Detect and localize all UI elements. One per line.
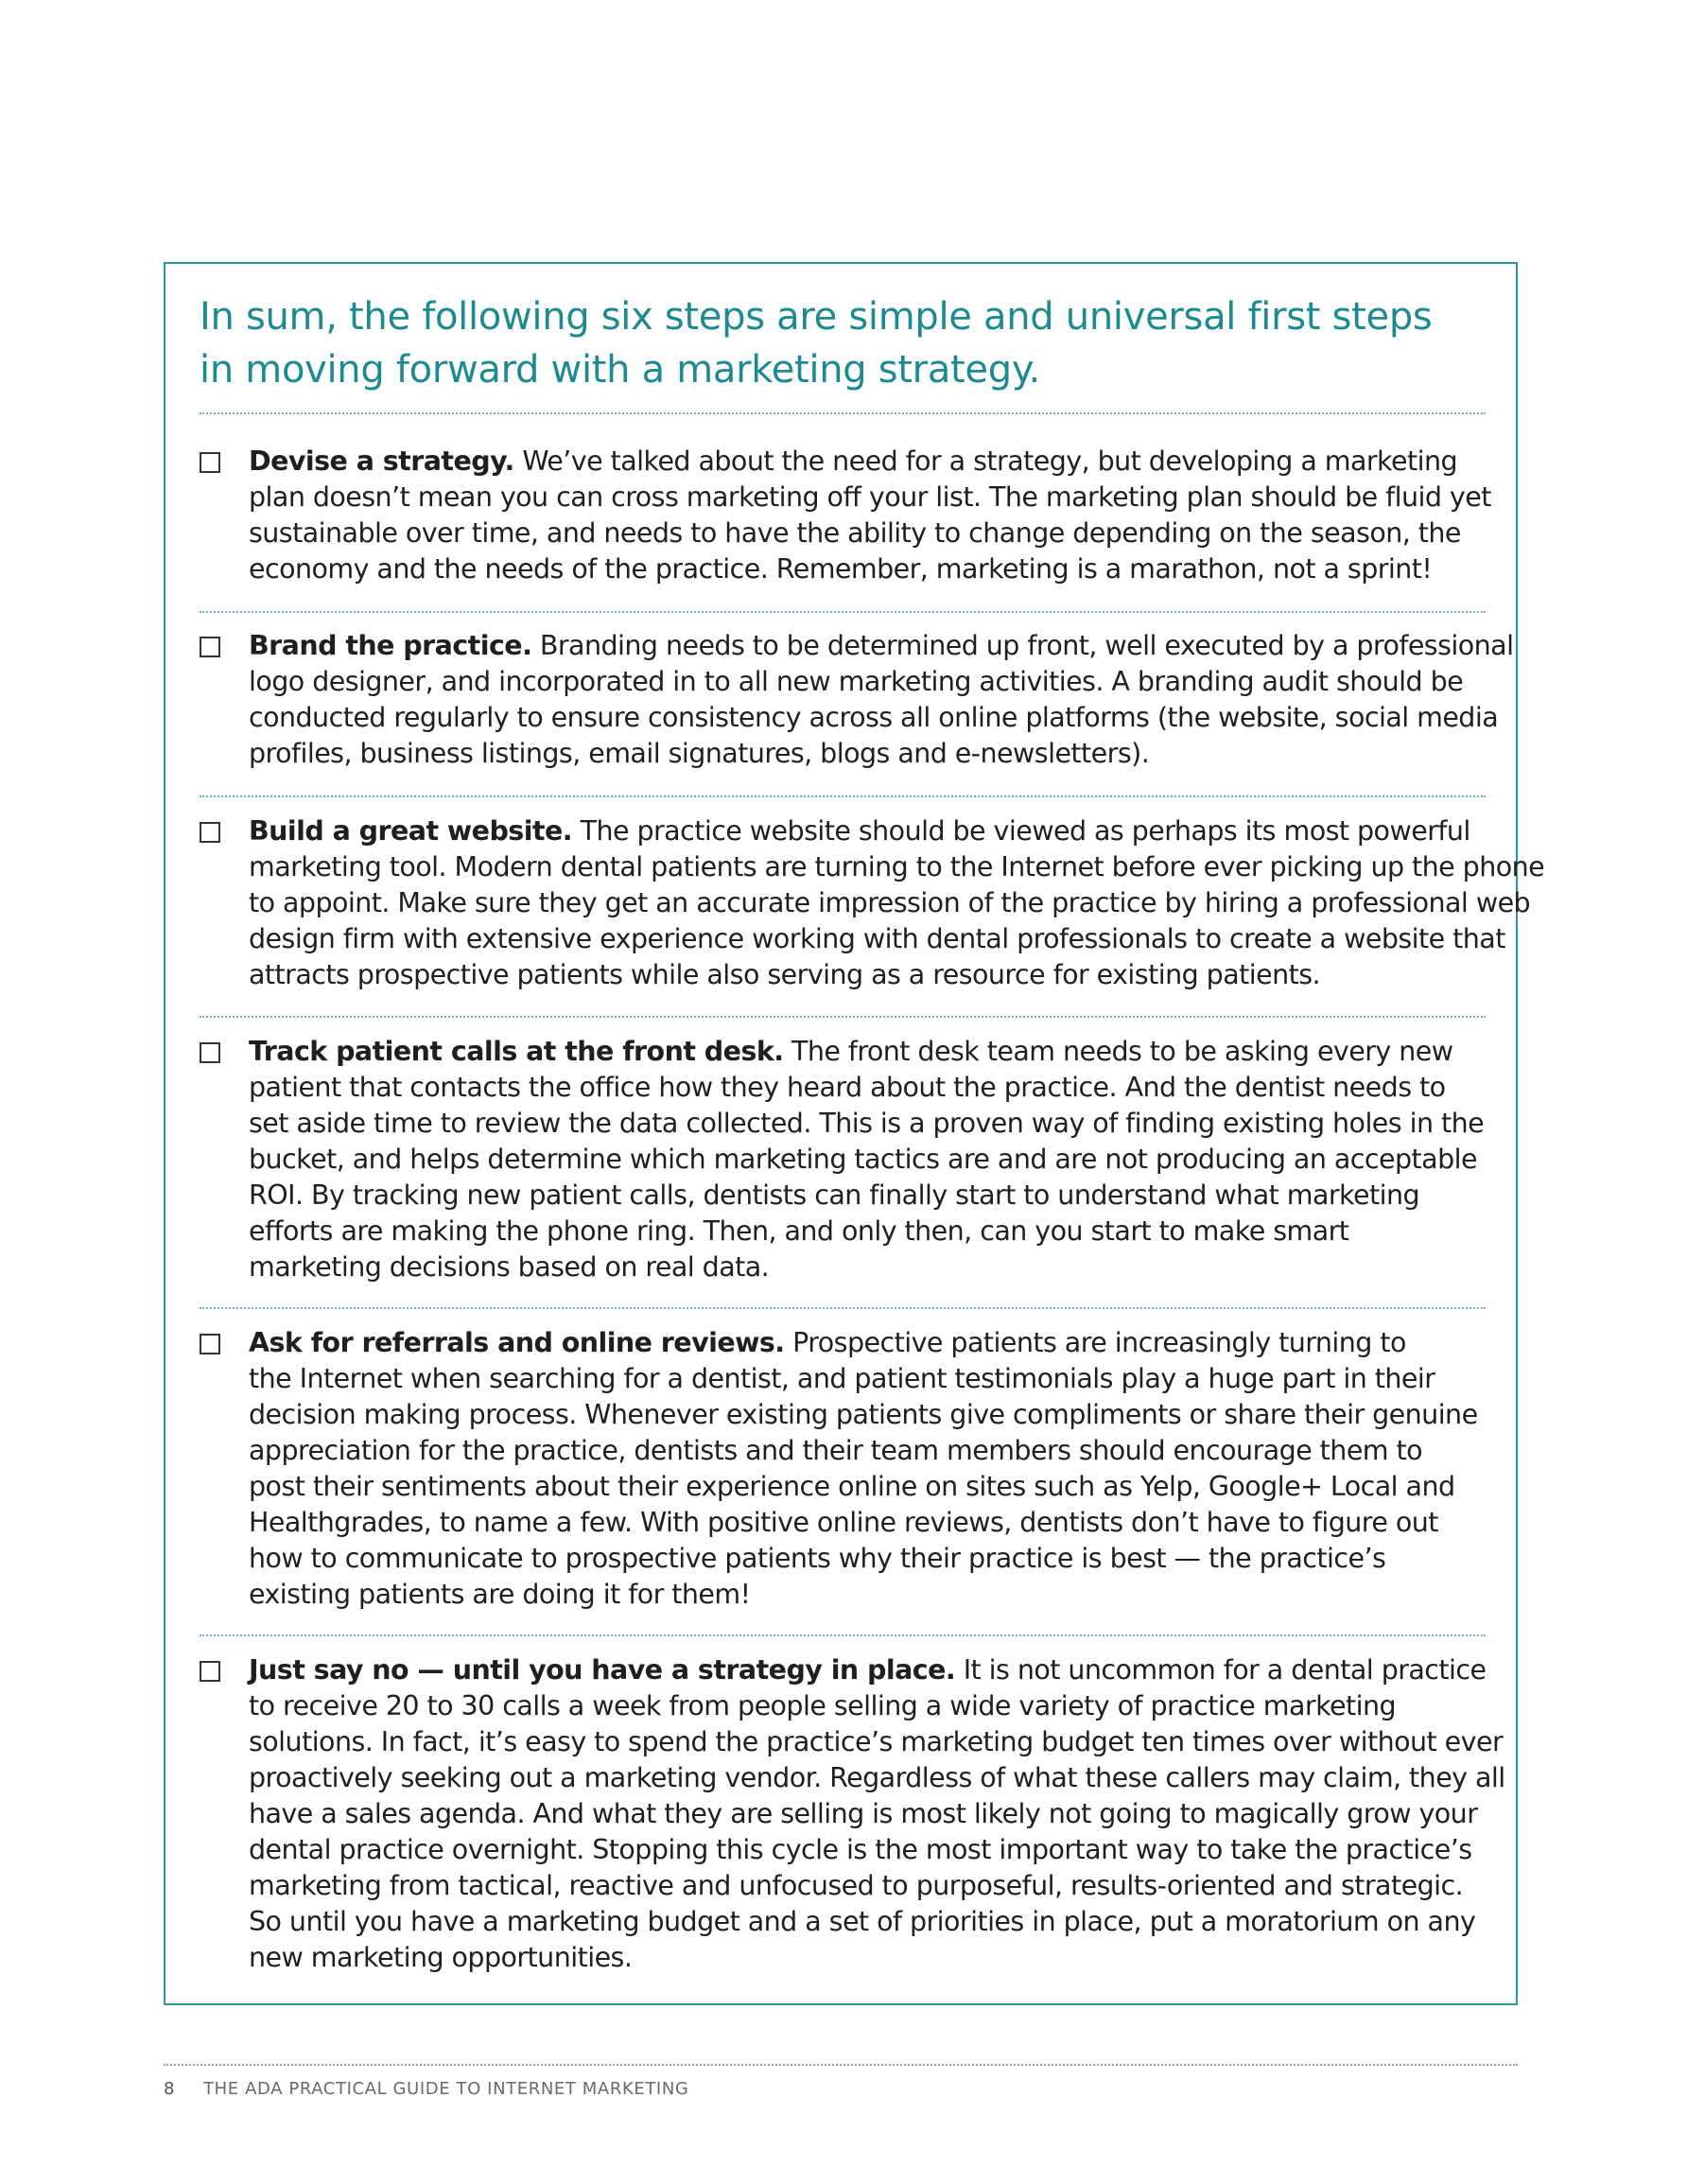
item-title: Brand the practice. — [249, 630, 532, 661]
publication-title: THE ADA PRACTICAL GUIDE TO INTERNET MARKETING — [203, 2079, 689, 2099]
item-title: Track patient calls at the front desk. — [249, 1036, 784, 1067]
item-title: Devise a strategy. — [249, 446, 514, 477]
item-text — [249, 813, 1545, 993]
item-line — [249, 444, 1506, 480]
item-line: efforts are making the phone ring. Then, and only then, can you start to make smart — [249, 1215, 1349, 1247]
item-line — [249, 813, 1506, 849]
divider — [200, 795, 1486, 797]
item-text — [249, 628, 1514, 772]
checkbox[interactable] — [200, 822, 220, 843]
item-line: to appoint. Make sure they get an accurate impression of the practice by hiring a professional web — [249, 887, 1531, 918]
item-line: conducted regularly to ensure consistency across all online platforms (the website, social media — [249, 702, 1499, 733]
checkbox[interactable] — [200, 1042, 220, 1063]
item-line: solutions. In fact, it’s easy to spend the practice’s marketing budget ten times over without ever — [249, 1726, 1504, 1757]
page-footer — [164, 2078, 688, 2101]
item-line: profiles, business listings, email signatures, blogs and e-newsletters). — [249, 738, 1150, 769]
item-line: sustainable over time, and needs to have the ability to change depending on the season, the — [249, 517, 1461, 549]
item-text — [249, 1034, 1506, 1285]
item-line: marketing tool. Modern dental patients are turning to the Internet before ever picking up the phone — [249, 851, 1545, 882]
item-title: Just say no — until you have a strategy in place. — [249, 1654, 956, 1686]
item-line: marketing from tactical, reactive and unfocused to purposeful, results-oriented and strategic. — [249, 1870, 1464, 1901]
item-line-text: The front desk team needs to be asking every new — [783, 1036, 1453, 1067]
item-line: dental practice overnight. Stopping this cycle is the most important way to take the practice’s — [249, 1834, 1472, 1865]
item-title: Build a great website. — [249, 815, 573, 847]
divider — [200, 1016, 1486, 1018]
item-line-text: Prospective patients are increasingly turning to — [784, 1327, 1406, 1358]
item-line: appreciation for the practice, dentists and their team members should encourage them to — [249, 1435, 1423, 1466]
item-line: patient that contacts the office how they heard about the practice. And the dentist needs to — [249, 1072, 1446, 1103]
divider — [200, 412, 1486, 414]
summary-heading — [200, 290, 1433, 396]
item-line: design firm with extensive experience working with dental professionals to create a website that — [249, 923, 1505, 954]
item-line — [249, 1325, 1506, 1361]
item-line: logo designer, and incorporated in to all new marketing activities. A branding audit should be — [249, 666, 1464, 697]
item-line: decision making process. Whenever existing patients give compliments or share their genuine — [249, 1399, 1478, 1430]
item-line — [249, 1034, 1506, 1070]
item-text — [249, 1652, 1506, 1976]
item-line: existing patients are doing it for them! — [249, 1579, 751, 1610]
checkbox[interactable] — [200, 452, 220, 473]
item-line: Healthgrades, to name a few. With positive online reviews, dentists don’t have to figure out — [249, 1507, 1438, 1538]
item-text — [249, 1325, 1506, 1613]
summary-box — [164, 262, 1545, 2005]
page-number: 8 — [164, 2079, 176, 2099]
item-line: have a sales agenda. And what they are selling is most likely not going to magically grow your — [249, 1798, 1478, 1829]
item-line: ROI. By tracking new patient calls, dentists can finally start to understand what marketing — [249, 1179, 1420, 1211]
item-line-text: It is not uncommon for a dental practice — [955, 1654, 1487, 1686]
item-line: economy and the needs of the practice. Remember, marketing is a marathon, not a sprint! — [249, 553, 1433, 585]
item-line: bucket, and helps determine which marketing tactics are and are not producing an acceptable — [249, 1144, 1477, 1175]
item-line: how to communicate to prospective patients why their practice is best — the practice’s — [249, 1543, 1386, 1574]
item-line: to receive 20 to 30 calls a week from people selling a wide variety of practice marketing — [249, 1690, 1397, 1721]
divider — [200, 611, 1486, 613]
divider — [200, 1634, 1486, 1636]
checkbox[interactable] — [200, 1661, 220, 1682]
heading-line: In sum, the following six steps are simple and universal first steps — [200, 295, 1433, 339]
item-line-text: Branding needs to be determined up front, well executed by a professional — [531, 630, 1514, 661]
item-line-text: We’ve talked about the need for a strategy, but developing a marketing — [513, 446, 1458, 477]
item-line: So until you have a marketing budget and a set of priorities in place, put a moratorium on any — [249, 1906, 1476, 1937]
heading-line: in moving forward with a marketing strategy. — [200, 348, 1040, 392]
item-line — [249, 628, 1514, 664]
item-line — [249, 1652, 1506, 1688]
item-line: attracts prospective patients while also serving as a resource for existing patients. — [249, 959, 1321, 990]
item-line: plan doesn’t mean you can cross marketing off your list. The marketing plan should be fluid yet — [249, 481, 1491, 513]
item-line: new marketing opportunities. — [249, 1942, 633, 1973]
checkbox[interactable] — [200, 1334, 220, 1354]
divider — [200, 1307, 1486, 1309]
item-line: marketing decisions based on real data. — [249, 1251, 770, 1283]
item-line-text: The practice website should be viewed as perhaps its most powerful — [572, 815, 1470, 847]
checkbox[interactable] — [200, 637, 220, 657]
item-text — [249, 444, 1506, 587]
footer-divider — [164, 2064, 1518, 2066]
item-line: set aside time to review the data collected. This is a proven way of finding existing holes in the — [249, 1108, 1485, 1139]
item-title: Ask for referrals and online reviews. — [249, 1327, 785, 1358]
item-line: post their sentiments about their experience online on sites such as Yelp, Google+ Local and — [249, 1471, 1455, 1502]
item-line: the Internet when searching for a dentist, and patient testimonials play a huge part in their — [249, 1363, 1435, 1394]
item-line: proactively seeking out a marketing vendor. Regardless of what these callers may claim, they all — [249, 1762, 1505, 1793]
